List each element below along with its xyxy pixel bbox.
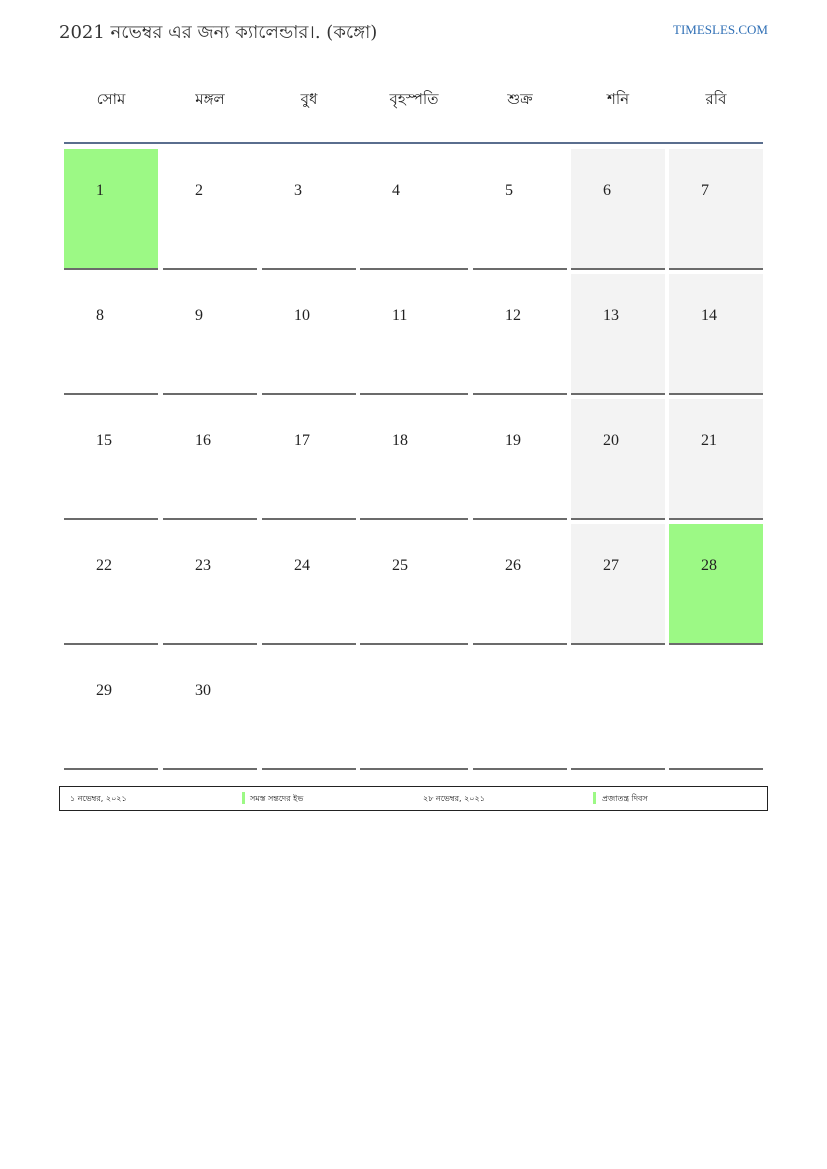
legend-date-2: ২৮ নভেম্বর, ২০২১ [423,794,485,803]
day-cell[interactable] [163,649,257,770]
empty-day-cell [571,649,665,770]
weekday-label: বৃহস্পতি [389,90,439,108]
empty-day-cell [360,649,468,770]
day-cell[interactable] [360,274,468,395]
day-number: 4 [392,182,400,199]
day-cell[interactable] [669,274,763,395]
day-number: 18 [392,432,408,449]
day-number: 25 [392,557,408,574]
day-number: 11 [392,307,408,324]
day-number: 26 [505,557,521,574]
site-link[interactable]: TIMESLES.COM [673,22,768,37]
day-number: 7 [701,182,709,199]
holiday-legend [59,786,768,811]
day-number: 2 [195,182,203,199]
legend-name-2: প্রজাতন্ত্র দিবস [602,794,648,803]
day-cell[interactable] [262,274,356,395]
day-cell[interactable] [262,149,356,270]
day-cell[interactable] [571,149,665,270]
day-cell[interactable] [473,399,567,520]
weekday-label: সোম [96,90,126,108]
day-cell[interactable] [64,149,158,270]
weekday-header-row [0,88,827,118]
day-number: 16 [195,432,211,449]
day-cell[interactable] [360,399,468,520]
day-number: 19 [505,432,521,449]
day-cell[interactable] [669,524,763,645]
day-cell[interactable] [360,149,468,270]
legend-color-marker-1 [242,792,245,804]
weekday-label: মঙ্গল [195,90,225,108]
day-number: 1 [96,182,104,199]
day-cell[interactable] [64,274,158,395]
day-number: 21 [701,432,717,449]
day-number: 12 [505,307,521,324]
day-cell[interactable] [64,649,158,770]
day-cell[interactable] [163,399,257,520]
weekday-label: বুধ [300,90,318,108]
day-cell[interactable] [262,524,356,645]
day-cell[interactable] [360,524,468,645]
day-cell[interactable] [571,274,665,395]
day-number: 22 [96,557,112,574]
day-number: 9 [195,307,203,324]
day-cell[interactable] [473,149,567,270]
day-number: 6 [603,182,611,199]
day-cell[interactable] [669,399,763,520]
day-cell[interactable] [473,274,567,395]
day-number: 28 [701,557,717,574]
empty-day-cell [473,649,567,770]
day-number: 27 [603,557,619,574]
day-number: 23 [195,557,211,574]
day-number: 17 [294,432,310,449]
legend-date-1: ১ নভেম্বর, ২০২১ [70,794,127,803]
day-cell[interactable] [262,399,356,520]
day-number: 14 [701,307,717,324]
day-cell[interactable] [163,149,257,270]
day-number: 8 [96,307,104,324]
day-number: 5 [505,182,513,199]
legend-name-1: সমস্ত সন্তদের ইভ [250,794,304,803]
day-number: 30 [195,682,211,699]
day-cell[interactable] [669,149,763,270]
empty-day-cell [669,649,763,770]
day-number: 3 [294,182,302,199]
header-divider [64,142,763,144]
day-number: 13 [603,307,619,324]
day-number: 24 [294,557,310,574]
day-cell[interactable] [163,274,257,395]
day-number: 29 [96,682,112,699]
day-number: 20 [603,432,619,449]
day-cell[interactable] [64,399,158,520]
day-cell[interactable] [163,524,257,645]
empty-day-cell [262,649,356,770]
weekday-label: রবি [705,90,727,108]
page-title: 2021 নভেম্বর এর জন্য ক্যালেন্ডার।. (কঙ্গো) [59,22,378,43]
day-cell[interactable] [571,399,665,520]
day-cell[interactable] [571,524,665,645]
weekday-label: শুক্র [507,90,533,108]
day-number: 10 [294,307,310,324]
day-cell[interactable] [64,524,158,645]
legend-color-marker-2 [593,792,596,804]
weekday-label: শনি [606,90,630,108]
day-number: 15 [96,432,112,449]
day-cell[interactable] [473,524,567,645]
